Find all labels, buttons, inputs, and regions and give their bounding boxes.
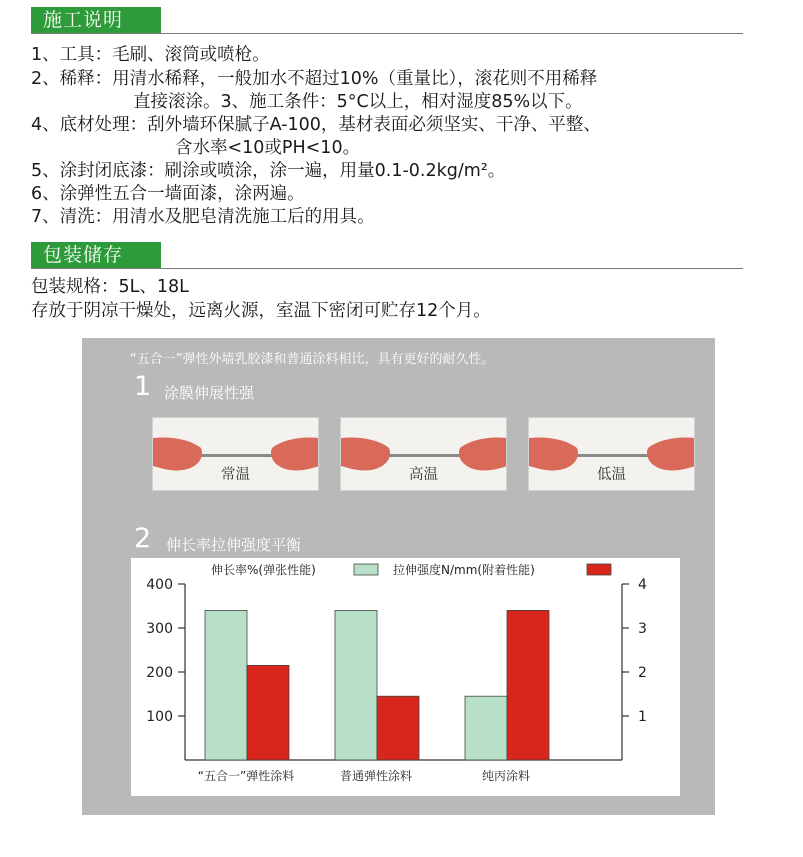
bar-elongation xyxy=(465,696,507,760)
bar-tensile-strength xyxy=(507,610,549,760)
chart-container xyxy=(131,558,680,796)
photo-normal-temp xyxy=(152,417,319,491)
legend-label-elongation: 伸长率%(弹张性能) xyxy=(211,563,316,577)
category-label: “五合一”弹性涂料 xyxy=(197,769,295,783)
left-tick-label: 100 xyxy=(146,709,173,725)
legend-swatch-strength xyxy=(587,564,611,575)
construction-header-label: 施工说明 xyxy=(31,7,161,34)
durability-panel xyxy=(82,338,715,815)
bar-tensile-strength xyxy=(377,696,419,760)
packaging-line-2: 存放于阴凉干燥处，远离火源，室温下密闭可贮存12个月。 xyxy=(31,301,491,321)
elongation-strength-chart xyxy=(131,558,680,796)
construction-line-5: 含水率<10或PH<10。 xyxy=(175,138,361,158)
photo-label-low: 低温 xyxy=(597,467,626,483)
right-tick-label: 2 xyxy=(638,665,647,681)
photo-high-temp xyxy=(340,417,507,491)
construction-line-1: 1、工具：毛刷、滚筒或喷枪。 xyxy=(31,45,270,65)
construction-line-4: 4、底材处理：刮外墙环保腻子A-100，基材表面必须坚实、干净、平整、 xyxy=(31,115,601,135)
section-1-title: 涂膜伸展性强 xyxy=(164,384,255,402)
right-tick-label: 4 xyxy=(638,577,647,593)
right-tick-label: 3 xyxy=(638,621,647,637)
section-2-number: 2 xyxy=(134,523,152,554)
left-tick-label: 200 xyxy=(146,665,173,681)
category-label: 普通弹性涂料 xyxy=(339,769,413,783)
panel-intro: “五合一”弹性外墙乳胶漆和普通涂料相比，具有更好的耐久性。 xyxy=(130,352,495,367)
construction-line-8: 7、清洗：用清水及肥皂清洗施工后的用具。 xyxy=(31,207,375,227)
right-tick-label: 1 xyxy=(638,709,647,725)
section-1-number: 1 xyxy=(134,371,152,402)
construction-divider xyxy=(31,33,743,34)
construction-line-3: 直接滚涂。3、施工条件：5°C以上，相对湿度85%以下。 xyxy=(133,92,583,112)
construction-line-2: 2、稀释：用清水稀释，一般加水不超过10%（重量比），滚花则不用稀释 xyxy=(31,69,598,89)
photo-label-high: 高温 xyxy=(409,467,438,483)
bar-elongation xyxy=(335,610,377,760)
construction-line-6: 5、涂封闭底漆：刷涂或喷涂，涂一遍，用量0.1-0.2kg/m²。 xyxy=(31,161,506,181)
packaging-line-1: 包装规格：5L、18L xyxy=(31,277,189,297)
left-tick-label: 400 xyxy=(146,577,173,593)
section-2-title: 伸长率拉伸强度平衡 xyxy=(166,536,302,554)
legend-swatch-elongation xyxy=(354,564,378,575)
legend-label-strength: 拉伸强度N/mm(附着性能) xyxy=(393,563,535,577)
left-tick-label: 300 xyxy=(146,621,173,637)
bar-elongation xyxy=(205,610,247,760)
bar-tensile-strength xyxy=(247,665,289,760)
packaging-divider xyxy=(31,268,743,269)
construction-line-7: 6、涂弹性五合一墙面漆，涂两遍。 xyxy=(31,184,305,204)
category-label: 纯丙涂料 xyxy=(481,769,531,783)
packaging-header-label: 包装储存 xyxy=(31,242,161,269)
photo-label-normal: 常温 xyxy=(221,467,250,483)
photo-low-temp xyxy=(528,417,695,491)
